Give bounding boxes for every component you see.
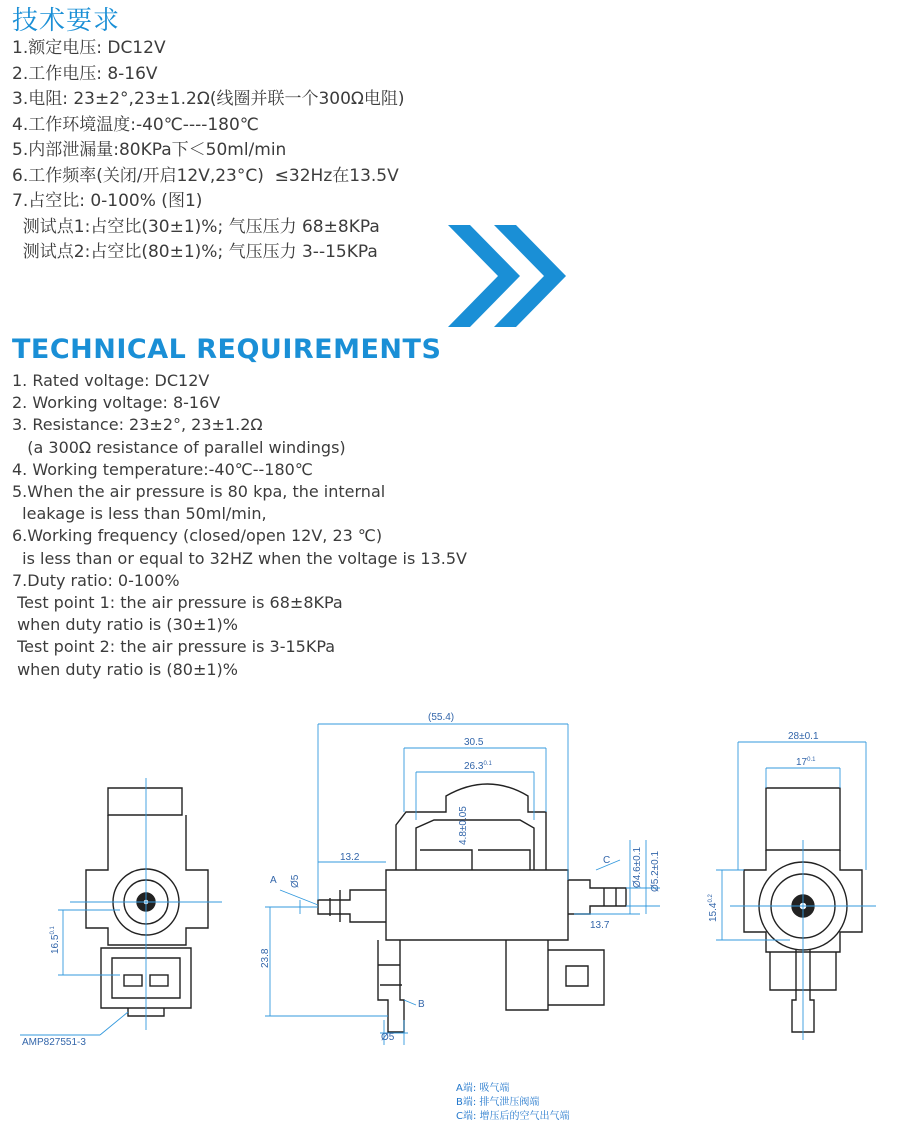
dim-13-2: 13.2 <box>340 852 360 863</box>
double-chevron-right-icon <box>448 225 573 327</box>
legend-a: A端: 吸气端 <box>456 1083 510 1094</box>
dim-phi5-a: Ø5 <box>290 874 301 888</box>
cn-line: 7.占空比: 0-100% (图1) <box>12 191 203 211</box>
dim-26-3: $26.3^{0.1}$ <box>464 761 492 772</box>
en-line: 7.Duty ratio: 0-100% <box>12 570 180 590</box>
dim-23-8: 23.8 <box>260 948 271 968</box>
dim-15-4: $15.4^{0.2}$ <box>708 894 719 922</box>
en-title: TECHNICAL REQUIREMENTS <box>12 334 442 365</box>
en-line: leakage is less than 50ml/min, <box>12 504 267 524</box>
en-line: when duty ratio is (80±1)% <box>12 659 238 679</box>
cn-line: 测试点1:占空比(30±1)%; 气压压力 68±8KPa <box>12 216 380 237</box>
cn-line: 6.工作频率(关闭/开启12V,23°C) ≤32Hz在13.5V <box>12 165 399 186</box>
en-line: 6.Working frequency (closed/open 12V, 23 ℃) <box>12 526 383 546</box>
dim-13-7: 13.7 <box>590 920 610 931</box>
cn-line: 2.工作电压: 8-16V <box>12 63 158 84</box>
en-line: Test point 2: the air pressure is 3-15KPa <box>12 637 336 657</box>
en-line: 2. Working voltage: 8-16V <box>12 393 221 413</box>
cn-line: 1.额定电压: DC12V <box>12 38 166 58</box>
port-b-label: B <box>418 999 425 1010</box>
port-a-label: A <box>270 875 277 886</box>
dim-30-5: 30.5 <box>464 737 484 748</box>
cn-line: 3.电阻: 23±2°,23±1.2Ω(线圈并联一个300Ω电阻) <box>12 89 405 109</box>
cn-line: 测试点2:占空比(80±1)%; 气压压力 3--15KPa <box>12 242 378 262</box>
cn-requirements <box>12 36 405 266</box>
dim-left-16-5: $16.5^{0.1}$ <box>50 926 61 954</box>
dim-28: 28±0.1 <box>788 731 819 742</box>
cn-title: 技术要求 <box>12 6 121 36</box>
cn-line: 4.工作环境温度:-40℃----180℃ <box>12 114 259 135</box>
legend-b: B端: 排气泄压阀端 <box>456 1097 540 1108</box>
technical-drawing <box>0 700 900 1141</box>
dim-4-8: 4.8±0.05 <box>458 806 469 845</box>
middle-view <box>318 784 626 1032</box>
en-line: 4. Working temperature:-40℃--180℃ <box>12 459 313 479</box>
cn-line: 5.内部泄漏量:80KPa下＜50ml/min <box>12 140 287 160</box>
dim-phi4-6: Ø4.6±0.1 <box>632 846 643 888</box>
dim-overall: (55.4) <box>428 712 455 723</box>
en-line: is less than or equal to 32HZ when the voltage is 13.5V <box>12 548 467 568</box>
en-line: 5.When the air pressure is 80 kpa, the internal <box>12 482 386 502</box>
legend-c: C端: 增压后的空气出气端 <box>456 1111 570 1122</box>
en-line: 3. Resistance: 23±2°, 23±1.2Ω <box>12 415 263 435</box>
port-c-label: C <box>603 855 611 866</box>
en-line: Test point 1: the air pressure is 68±8KPa <box>12 593 343 613</box>
connector-label: AMP827551-3 <box>22 1037 86 1048</box>
port-legend <box>456 1082 570 1124</box>
dim-phi5-b: Ø5 <box>381 1032 395 1043</box>
en-line: when duty ratio is (30±1)% <box>12 615 238 635</box>
dim-17: $17^{0.1}$ <box>796 757 816 768</box>
en-line: (a 300Ω resistance of parallel windings) <box>12 437 346 457</box>
en-line: 1. Rated voltage: DC12V <box>12 371 210 390</box>
dim-phi5-2: Ø5.2±0.1 <box>650 850 661 892</box>
en-requirements <box>12 370 467 681</box>
